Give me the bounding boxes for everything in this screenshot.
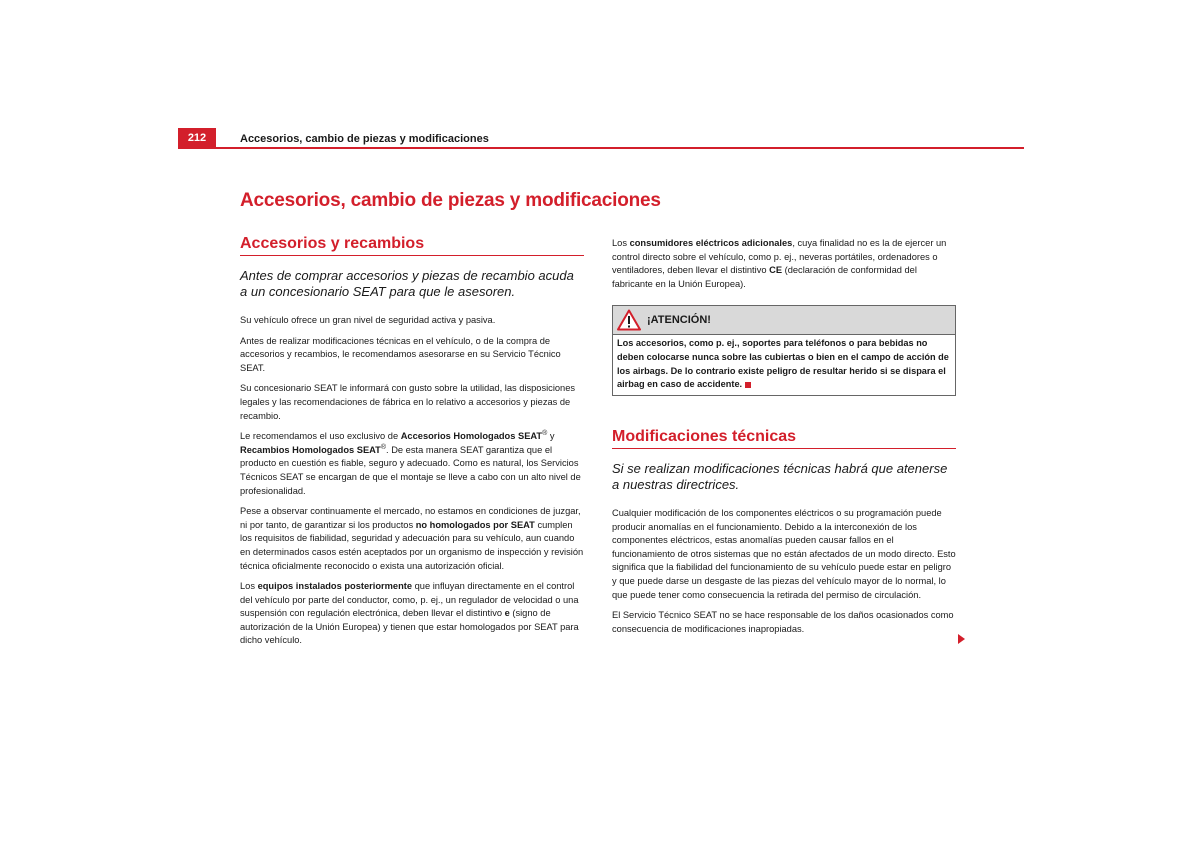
- warning-box: [612, 305, 956, 395]
- paragraph-equipos: Los equipos instalados posteriormente que influyan directamente en el control del vehículo por parte del conductor, como, p. ej., un regulador de velocidad o una suspensión con regulación electrónica, deben llevar el distintivo e (signo de autorización de la Unión Europea) y tienen que estar homologados por SEAT para dicho vehículo.: [240, 581, 579, 646]
- paragraph: El Servicio Técnico SEAT no se hace responsable de los daños ocasionados como consecuencia de modificaciones inapropiadas.: [612, 610, 954, 634]
- warning-text: Los accesorios, como p. ej., soportes para teléfonos o para bebidas no deben colocarse nunca sobre las cubiertas o bien en el campo de acción de los airbags. De lo contrario existe peligro de resultar herido si se dispara el airbag en caso de accidente.: [617, 338, 949, 390]
- warning-header: [613, 306, 955, 335]
- header-rule: [178, 147, 1024, 149]
- paragraph: Cualquier modificación de los componentes eléctricos o su programación puede producir anomalías en el funcionamiento. Debido a la interconexión de los componentes eléctricos, estas anomalías pueden causar fallos en el funcionamiento de otros sistemas que no están afectados de un modo directo. Esto significa que la fiabilidad del funcionamiento de su vehículo puede estar en peligro y que puede darse un desgaste de las piezas del vehículo mayor de lo normal, lo que puede tener como consecuencia la retirada del permiso de circulación.: [612, 508, 956, 600]
- section-title-modificaciones: Modificaciones técnicas: [612, 428, 956, 449]
- right-column-bottom: [612, 428, 956, 643]
- warning-triangle-icon: [617, 309, 641, 331]
- right-column-top: [612, 237, 956, 396]
- page-number: 212: [178, 128, 216, 149]
- chapter-title: Accesorios, cambio de piezas y modificaciones: [240, 190, 661, 211]
- paragraph: Su vehículo ofrece un gran nivel de seguridad activa y pasiva.: [240, 315, 496, 325]
- paragraph-consumidores: Los consumidores eléctricos adicionales, cuya finalidad no es la de ejercer un control directo sobre el vehículo, como p. ej., neveras portátiles, ordenadores o ventiladores, deben llevar el distintivo CE (declaración de conformidad del fabricante en la Unión Europea).: [612, 238, 947, 289]
- end-square-icon: [745, 382, 751, 388]
- section-title-accesorios: Accesorios y recambios: [240, 235, 584, 256]
- paragraph-homologados: Le recomendamos el uso exclusivo de Accesorios Homologados SEAT® y Recambios Homologados SEAT®. De esta manera SEAT garantiza que el producto en cuestión es fiable, seguro y adecuado. Como es natural, los Servicios Técnicos SEAT se encargan de que el montaje se lleve a cabo con un alto nivel de profesionalidad.: [240, 430, 581, 496]
- paragraph: Su concesionario SEAT le informará con gusto sobre la utilidad, las disposiciones legales y las recomendaciones de fábrica en lo relativo a accesorios y piezas de recambio.: [240, 383, 576, 421]
- paragraph-no-homologados: Pese a observar continuamente el mercado, no estamos en condiciones de juzgar, ni por tanto, de garantizar si los productos no homologados por SEAT cumplen los requisitos de fiabilidad, seguridad y adecuación para su vehículo, aun cuando en determinados casos estén aceptados por un organismo de inspección y revisión técnica oficialmente reconocido o exista una autorización oficial.: [240, 506, 584, 571]
- paragraph: Antes de realizar modificaciones técnicas en el vehículo, o de la compra de accesorios y recambios, le recomendamos asesorarse en su Servicio Técnico SEAT.: [240, 335, 561, 373]
- section-lead-accesorios: Antes de comprar accesorios y piezas de recambio acuda a un concesionario SEAT para que le asesoren.: [240, 268, 574, 299]
- left-column: [240, 235, 584, 655]
- continue-arrow-icon: [958, 634, 965, 644]
- warning-title: ¡ATENCIÓN!: [647, 314, 711, 327]
- section-lead-modificaciones: Si se realizan modificaciones técnicas habrá que atenerse a nuestras directrices.: [612, 461, 948, 492]
- running-header-title: Accesorios, cambio de piezas y modificaciones: [240, 133, 489, 145]
